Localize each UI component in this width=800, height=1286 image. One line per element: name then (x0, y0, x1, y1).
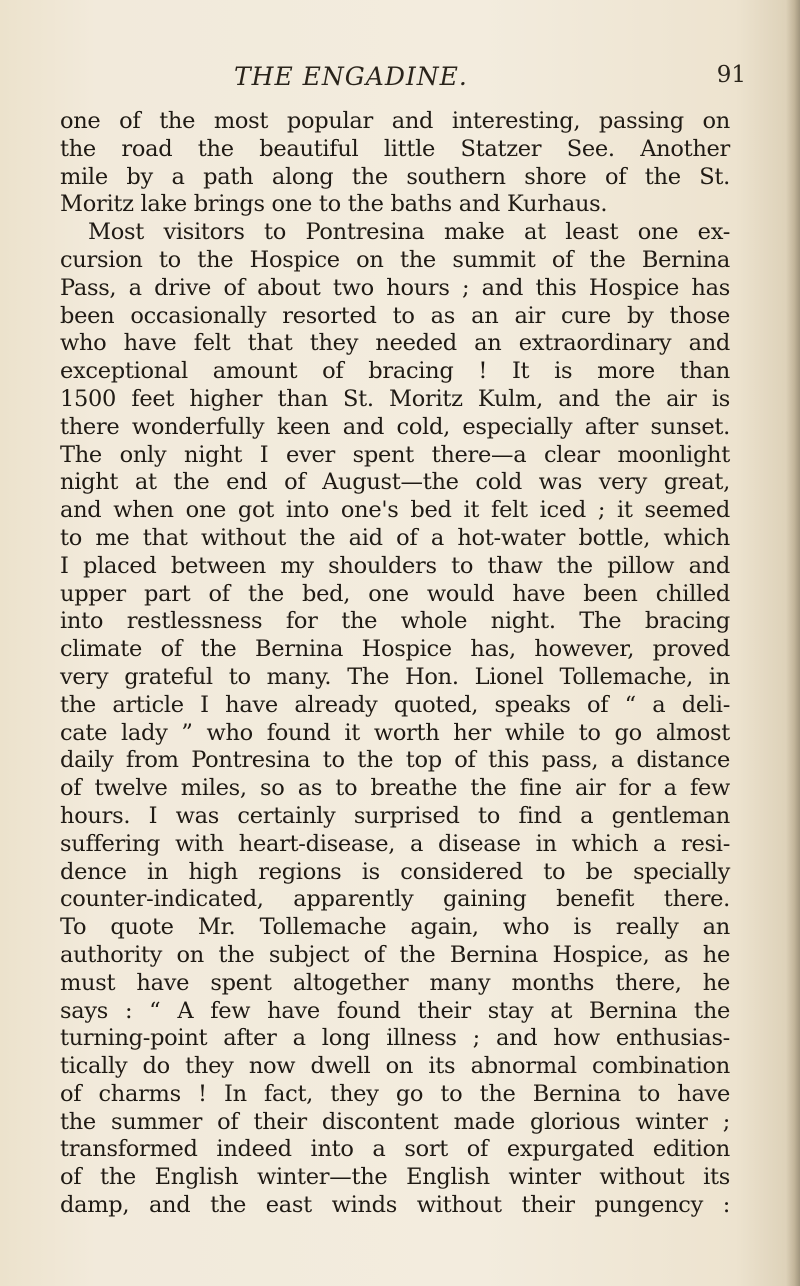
text-line: Pass, a drive of about two hours ; and this Hospice has (60, 274, 730, 301)
text-line: of charms ! In fact, they go to the Bernina to have (60, 1080, 730, 1107)
text-line: counter-indicated, apparently gaining benefit there. (60, 886, 730, 913)
text-line: of twelve miles, so as to breathe the fine air for a few (60, 775, 730, 802)
text-line: and when one got into one's bed it felt iced ; it seemed (60, 497, 730, 524)
text-line: mile by a path along the southern shore of the St. (60, 163, 730, 190)
text-line: been occasionally resorted to as an air cure by those (60, 302, 730, 329)
text-line: must have spent altogether many months there, he (60, 969, 730, 996)
text-line: of the English winter—the English winter without its (60, 1164, 730, 1191)
text-line: daily from Pontresina to the top of this pass, a distance (60, 747, 730, 774)
text-line: turning-point after a long illness ; and how enthusias- (60, 1025, 730, 1052)
text-line: upper part of the bed, one would have been chilled (60, 580, 730, 607)
text-line: I placed between my shoulders to thaw the pillow and (60, 552, 730, 579)
text-line: the summer of their discontent made glorious winter ; (60, 1108, 730, 1135)
text-line: there wonderfully keen and cold, especially after sunset. (60, 413, 730, 440)
text-line: the article I have already quoted, speaks of “ a deli- (60, 691, 730, 718)
paragraph-first-line: Most visitors to Pontresina make at least one ex- (88, 219, 730, 246)
text-line: tically do they now dwell on its abnormal combination (60, 1053, 730, 1080)
text-line: suffering with heart-disease, a disease in which a resi- (60, 830, 730, 857)
text-line: climate of the Bernina Hospice has, however, proved (60, 636, 730, 663)
text-line: one of the most popular and interesting, passing on (60, 108, 730, 134)
text-line: The only night I ever spent there—a clear moonlight (60, 441, 730, 468)
text-line: damp, and the east winds without their pungency : (60, 1192, 730, 1219)
text-line: night at the end of August—the cold was very great, (60, 469, 730, 496)
text-line: hours. I was certainly surprised to find a gentleman (60, 802, 730, 829)
text-line: exceptional amount of bracing ! It is more than (60, 358, 730, 385)
text-line: cursion to the Hospice on the summit of the Bernina (60, 246, 730, 273)
text-line: cate lady ” who found it worth her while to go almost (60, 719, 730, 746)
running-head: THE ENGADINE. (234, 62, 468, 91)
text-line: authority on the subject of the Bernina Hospice, as he (60, 941, 730, 968)
body-text (60, 108, 730, 1220)
text-line: 1500 feet higher than St. Moritz Kulm, and the air is (60, 385, 730, 412)
text-line: who have felt that they needed an extraordinary and (60, 330, 730, 357)
text-line: very grateful to many. The Hon. Lionel Tollemache, in (60, 663, 730, 690)
page-number: 91 (716, 62, 746, 88)
page-edge-shadow (786, 0, 800, 1286)
text-line: the road the beautiful little Statzer See. Another (60, 135, 730, 162)
text-line: Moritz lake brings one to the baths and Kurhaus. (60, 191, 608, 218)
text-line: to me that without the aid of a hot-water bottle, which (60, 524, 730, 551)
text-line: dence in high regions is considered to be specially (60, 858, 730, 885)
page-header (56, 62, 756, 96)
text-line: transformed indeed into a sort of expurgated edition (60, 1136, 730, 1163)
text-line: says : “ A few have found their stay at Bernina the (60, 997, 730, 1024)
text-line: into restlessness for the whole night. The bracing (60, 608, 730, 635)
text-line: To quote Mr. Tollemache again, who is really an (60, 914, 730, 941)
